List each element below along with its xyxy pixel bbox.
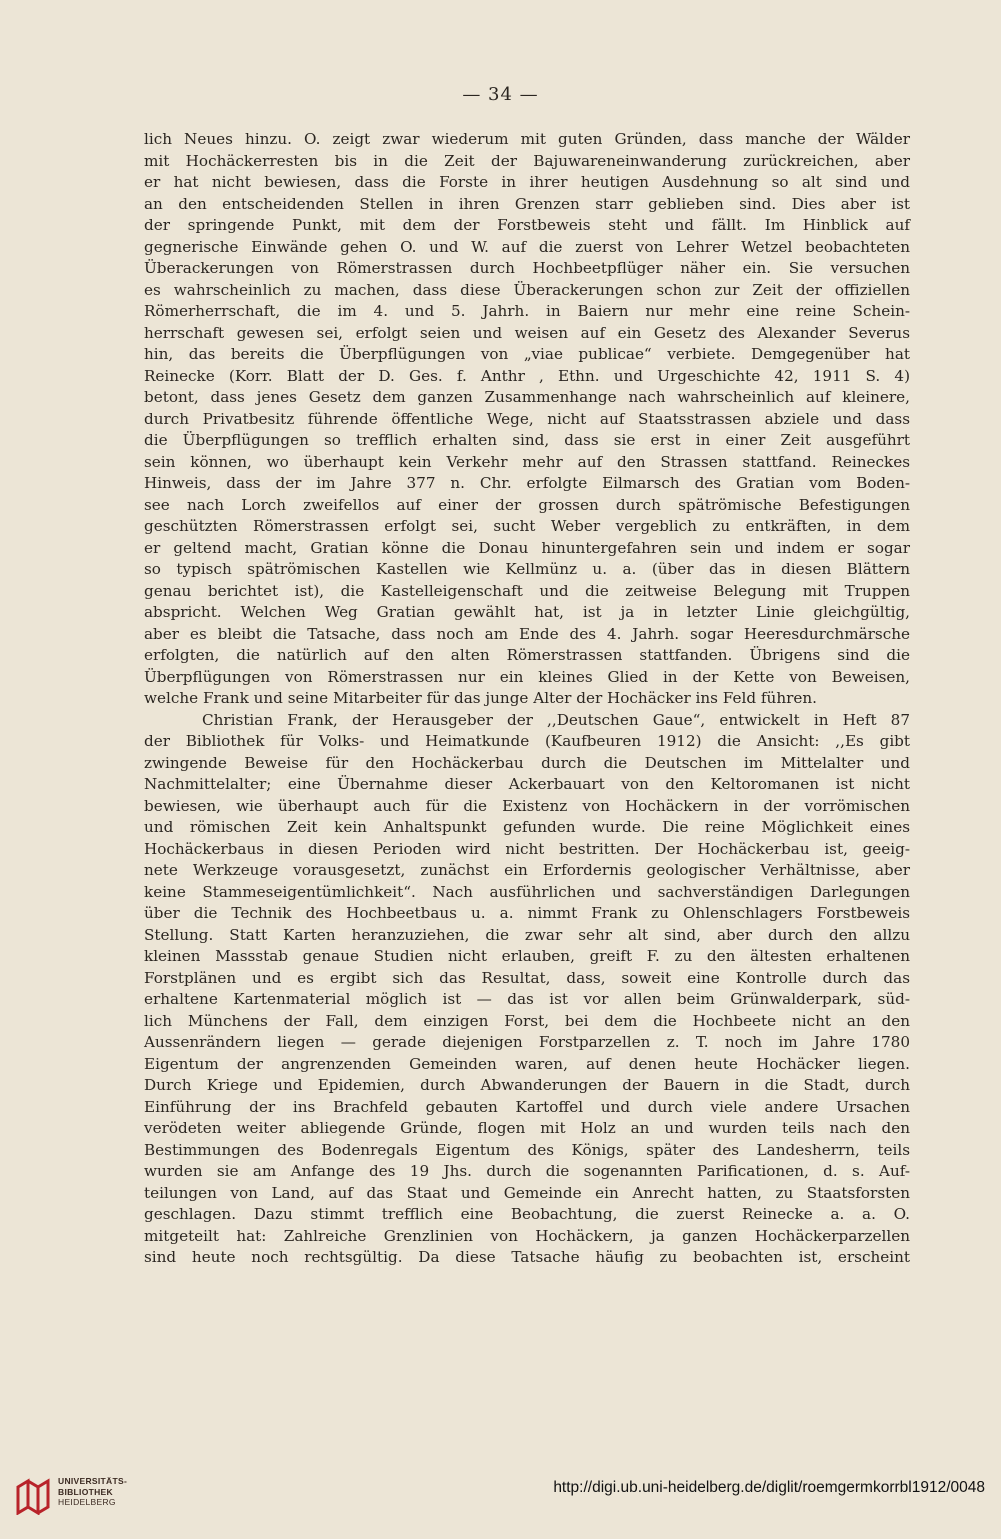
library-logo-icon [14, 1477, 52, 1515]
text-line: so typisch spätrömischen Kastellen wie Kellmünz u. a. (über das in diesen Blättern [144, 560, 910, 578]
library-name-line3: HEIDELBERG [58, 1497, 116, 1507]
text-line: zwingende Beweise für den Hochäckerbau durch die Deutschen im Mittelalter und [144, 753, 910, 772]
text-line: Forstplänen und es ergibt sich das Resultat, dass, soweit eine Kontrolle durch das [144, 968, 910, 987]
text-line: mit Hochäckerresten bis in die Zeit der Bajuwareneinwanderung zurückreichen, aber [144, 151, 910, 170]
text-line: er geltend macht, Gratian könne die Donau hinuntergefahren sein und indem er sogar [144, 538, 910, 557]
source-url[interactable]: http://digi.ub.uni-heidelberg.de/diglit/roemgermkorrbl1912/0048 [553, 1479, 985, 1496]
text-line: Bestimmungen des Bodenregals Eigentum des Königs, später des Landesherrn, teils [144, 1140, 910, 1159]
text-line: nete Werkzeuge vorausgesetzt, zunächst ein Erfordernis geologischer Verhältnisse, aber [144, 861, 910, 879]
text-line: keine Stammeseigentümlichkeit“. Nach ausführlichen und sachverständigen Darlegungen [144, 882, 910, 901]
text-line: mitgeteilt hat: Zahlreiche Grenzlinien von Hochäckern, ja ganzen Hochäckerparzellen [144, 1226, 910, 1245]
text-line: die Überpflügungen so trefflich erhalten sind, dass sie erst in einer Zeit ausgeführt [144, 431, 910, 449]
text-line [144, 1269, 910, 1291]
text-line: erhaltene Kartenmaterial möglich ist — das ist vor allen beim Grünwalderpark, süd- [144, 990, 910, 1008]
text-line: bewiesen, wie überhaupt auch für die Existenz von Hochäckern in der vorrömischen [144, 796, 910, 815]
text-line: herrschaft gewesen sei, erfolgt seien und weisen auf ein Gesetz des Alexander Severus [144, 323, 910, 342]
body-text [144, 129, 910, 1290]
library-name-line1: UNIVERSITÄTS- [58, 1476, 128, 1486]
text-line: Nachmittelalter; eine Übernahme dieser Ackerbauart von den Keltoromanen ist nicht [144, 775, 910, 793]
text-line: Überackerungen von Römerstrassen durch Hochbeetpflüger näher ein. Sie versuchen [144, 259, 910, 277]
footer [0, 1469, 1001, 1539]
text-line: Reinecke (Korr. Blatt der D. Ges. f. Anthr , Ethn. und Urgeschichte 42, 1911 S. 4) [144, 366, 910, 385]
text-line: über die Technik des Hochbeetbaus u. a. nimmt Frank zu Ohlenschlagers Forstbeweis [144, 904, 910, 922]
text-line: der springende Punkt, mit dem der Forstbeweis steht und fällt. Im Hinblick auf [144, 216, 910, 234]
library-name [58, 1476, 127, 1508]
text-line: an den entscheidenden Stellen in ihren Grenzen starr geblieben sind. Dies aber ist [144, 194, 910, 213]
page-number: — 34 — [462, 84, 539, 105]
text-line: geschützten Römerstrassen erfolgt sei, sucht Weber vergeblich zu entkräften, in dem [144, 517, 910, 535]
text-line: sind heute noch rechtsgültig. Da diese Tatsache häufig zu beobachten ist, erscheint [144, 1248, 910, 1266]
text-line: es wahrscheinlich zu machen, dass diese Überackerungen schon zur Zeit der offiziellen [144, 280, 910, 299]
text-line: Eigentum der angrenzenden Gemeinden waren, auf denen heute Hochäcker liegen. [144, 1054, 910, 1073]
text-line: und römischen Zeit kein Anhaltspunkt gefunden wurde. Die reine Möglichkeit eines [144, 818, 910, 836]
text-line: verödeten weiter abliegende Gründe, flogen mit Holz an und wurden teils nach den [144, 1119, 910, 1137]
text-line: hin, das bereits die Überpflügungen von „viae publicae“ verbiete. Demgegenüber hat [144, 345, 910, 363]
text-line: geschlagen. Dazu stimmt trefflich eine Beobachtung, die zuerst Reinecke a. a. O. [144, 1205, 910, 1223]
text-line: Überpflügungen von Römerstrassen nur ein kleines Glied in der Kette von Beweisen, [144, 667, 910, 686]
text-line: lich Neues hinzu. O. zeigt zwar wiederum mit guten Gründen, dass manche der Wälder [144, 130, 910, 148]
text-line: genau berichtet ist), die Kastelleigenschaft und die zeitweise Belegung mit Truppen [144, 581, 910, 600]
text-line: der Bibliothek für Volks- und Heimatkunde (Kaufbeuren 1912) die Ansicht: ,,Es gibt [144, 732, 910, 750]
text-line: Aussenrändern liegen — gerade diejenigen Forstparzellen z. T. noch im Jahre 1780 [144, 1033, 910, 1051]
text-line: Christian Frank, der Herausgeber der ,,Deutschen Gaue“, entwickelt in Heft 87 [202, 710, 910, 729]
text-line: lich Münchens der Fall, dem einzigen Forst, bei dem die Hochbeete nicht an den [144, 1011, 910, 1030]
text-line: Römerherrschaft, die im 4. und 5. Jahrh. in Baiern nur mehr eine reine Schein- [144, 302, 910, 320]
text-line: teilungen von Land, auf das Staat und Gemeinde ein Anrecht hatten, zu Staatsforsten [144, 1183, 910, 1202]
text-line: abspricht. Welchen Weg Gratian gewählt hat, ist ja in letzter Linie gleichgültig, [144, 603, 910, 621]
text-line: wurden sie am Anfange des 19 Jhs. durch die sogenannten Parificationen, d. s. Auf- [144, 1162, 910, 1180]
text-line: sein können, wo überhaupt kein Verkehr mehr auf den Strassen stattfand. Reineckes [144, 452, 910, 471]
text-line: kleinen Massstab genaue Studien nicht erlauben, greift F. zu den ältesten erhaltenen [144, 947, 910, 965]
text-line: er hat nicht bewiesen, dass die Forste in ihrer heutigen Ausdehnung so alt sind und [144, 173, 910, 191]
text-line: betont, dass jenes Gesetz dem ganzen Zusammenhange nach wahrscheinlich auf kleinere, [144, 388, 910, 406]
text-line: aber es bleibt die Tatsache, dass noch am Ende des 4. Jahrh. sogar Heeresdurchmärsche [144, 624, 910, 643]
library-name-line2: BIBLIOTHEK [58, 1486, 113, 1497]
text-line: Einführung der ins Brachfeld gebauten Kartoffel und durch viele andere Ursachen [144, 1097, 910, 1116]
text-line: erfolgten, die natürlich auf den alten Römerstrassen stattfanden. Übrigens sind die [144, 646, 910, 664]
text-line: Hinweis, dass der im Jahre 377 n. Chr. erfolgte Eilmarsch des Gratian vom Boden- [144, 474, 910, 492]
text-line: Durch Kriege und Epidemien, durch Abwanderungen der Bauern in die Stadt, durch [144, 1076, 910, 1094]
text-line: see nach Lorch zweifellos auf einer der grossen durch spätrömische Befestigungen [144, 495, 910, 514]
text-line: Stellung. Statt Karten heranzuziehen, die zwar sehr alt sind, aber durch den allzu [144, 925, 910, 944]
text-line: gegnerische Einwände gehen O. und W. auf die zuerst von Lehrer Wetzel beobachteten [144, 237, 910, 256]
text-line: welche Frank und seine Mitarbeiter für das junge Alter der Hochäcker ins Feld führen. [144, 689, 817, 707]
text-line: durch Privatbesitz führende öffentliche Wege, nicht auf Staatsstrassen abziele und dass [144, 409, 910, 428]
text-line: Hochäckerbaus in diesen Perioden wird nicht bestritten. Der Hochäckerbau ist, geeig- [144, 839, 910, 858]
